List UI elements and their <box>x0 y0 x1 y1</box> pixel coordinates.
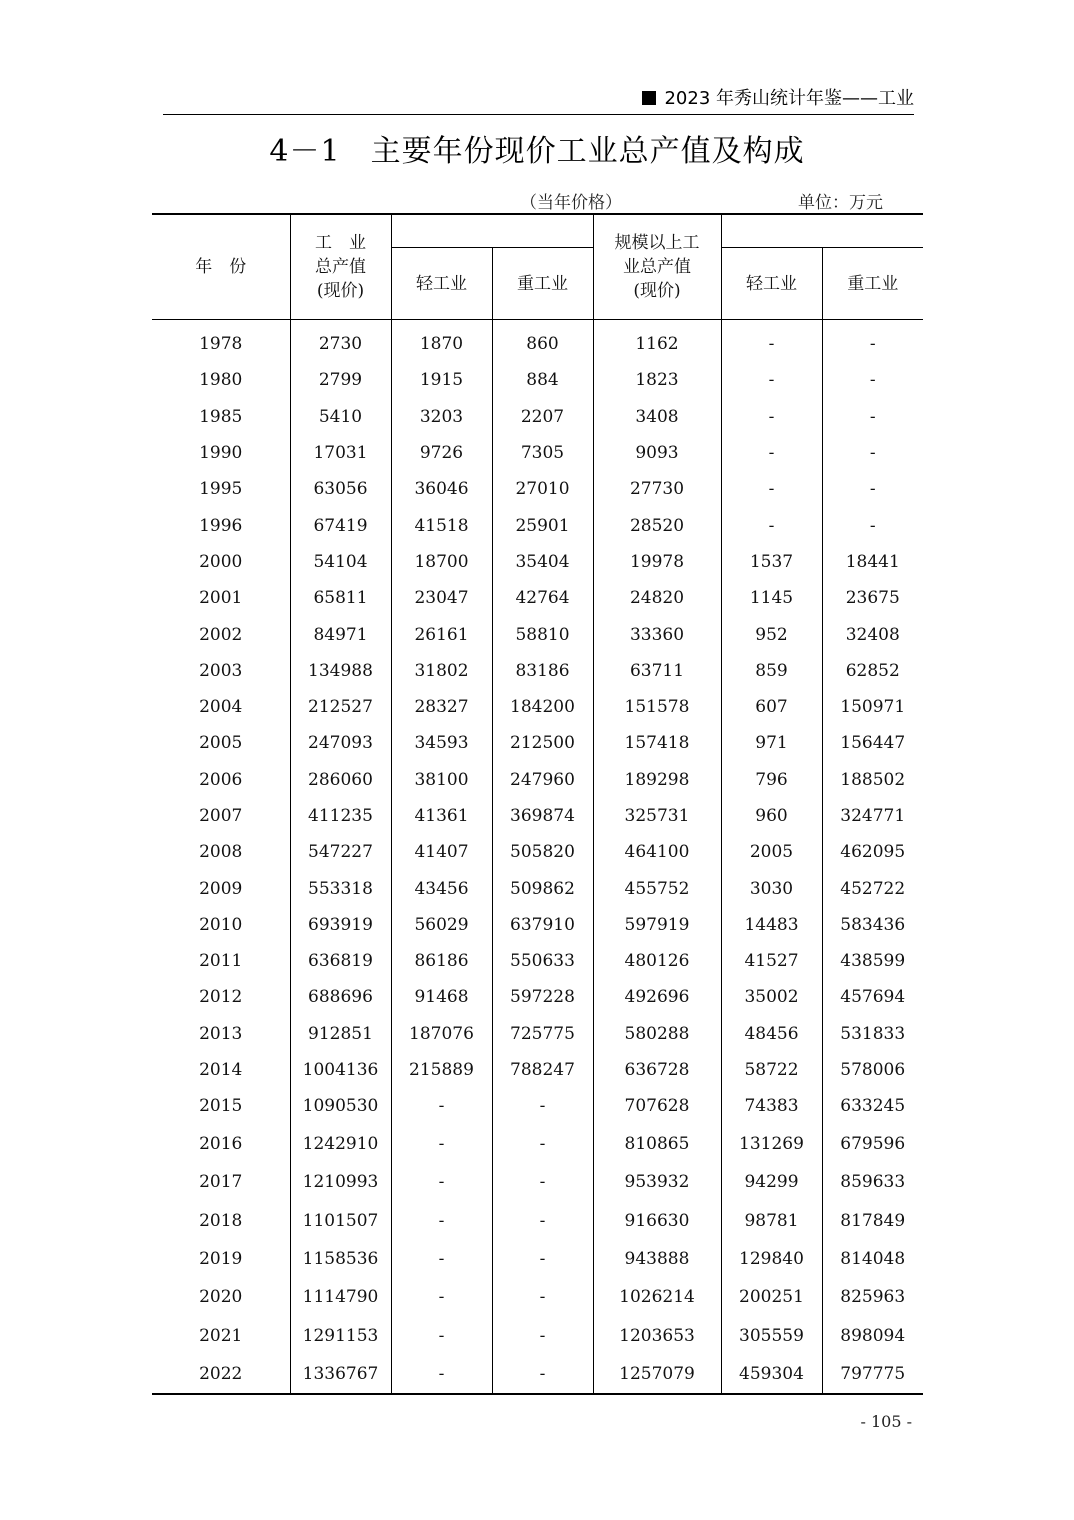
value-cell: - <box>391 1355 492 1394</box>
value-cell: 41527 <box>721 943 822 979</box>
value-cell: 960 <box>721 798 822 834</box>
value-cell: 464100 <box>593 834 721 870</box>
value-cell: - <box>822 399 923 435</box>
table-row <box>152 1052 923 1088</box>
year-cell: 1995 <box>199 479 243 500</box>
value-cell: 597228 <box>492 979 593 1015</box>
value-cell: 688696 <box>290 979 391 1015</box>
value-cell: 1210993 <box>290 1163 391 1201</box>
price-note: （当年价格） <box>520 193 622 213</box>
value-cell: 19978 <box>593 544 721 580</box>
col-header-year <box>152 214 290 320</box>
year-cell: 2004 <box>199 697 243 718</box>
industrial-output-table <box>152 213 923 1395</box>
value-cell: 65811 <box>290 580 391 616</box>
year-cell: 1996 <box>199 515 243 536</box>
value-cell: 48456 <box>721 1016 822 1052</box>
year-cell: 2020 <box>199 1287 243 1308</box>
value-cell: 693919 <box>290 907 391 943</box>
value-cell: - <box>391 1240 492 1278</box>
value-cell: - <box>391 1316 492 1354</box>
value-cell: 2730 <box>290 320 391 363</box>
value-cell: 184200 <box>492 689 593 725</box>
table-row <box>152 580 923 616</box>
value-cell: 531833 <box>822 1016 923 1052</box>
value-cell: 1823 <box>593 362 721 398</box>
value-cell: 637910 <box>492 907 593 943</box>
value-cell: 9726 <box>391 435 492 471</box>
year-cell: 2006 <box>199 769 243 790</box>
value-cell: 1537 <box>721 544 822 580</box>
value-cell: - <box>391 1163 492 1201</box>
value-cell: 859 <box>721 653 822 689</box>
value-cell: 286060 <box>290 762 391 798</box>
value-cell: 38100 <box>391 762 492 798</box>
value-cell: 859633 <box>822 1163 923 1201</box>
year-cell: 2018 <box>199 1210 243 1231</box>
year-cell: 2001 <box>199 588 243 609</box>
value-cell: - <box>391 1201 492 1239</box>
value-cell: - <box>721 435 822 471</box>
table-row <box>152 653 923 689</box>
value-cell: 452722 <box>822 870 923 906</box>
value-cell: 5410 <box>290 399 391 435</box>
value-cell: 62852 <box>822 653 923 689</box>
value-cell: - <box>721 320 822 363</box>
year-cell: 2012 <box>199 987 243 1008</box>
table-row <box>152 1240 923 1278</box>
value-cell: 788247 <box>492 1052 593 1088</box>
table-row <box>152 1163 923 1201</box>
value-cell: 41361 <box>391 798 492 834</box>
table-row <box>152 870 923 906</box>
value-cell: 553318 <box>290 870 391 906</box>
value-cell: 825963 <box>822 1278 923 1316</box>
table-row <box>152 1316 923 1354</box>
col-header-above-light: 轻工业 <box>721 248 822 320</box>
value-cell: 3408 <box>593 399 721 435</box>
running-title <box>642 86 914 112</box>
value-cell: 17031 <box>290 435 391 471</box>
value-cell: - <box>721 471 822 507</box>
col-group-spacer-2 <box>721 214 923 248</box>
table-row <box>152 471 923 507</box>
table-row <box>152 616 923 652</box>
year-cell: 2021 <box>199 1325 243 1346</box>
value-cell: 42764 <box>492 580 593 616</box>
value-cell: 41518 <box>391 507 492 543</box>
value-cell: 509862 <box>492 870 593 906</box>
value-cell: 597919 <box>593 907 721 943</box>
table-row <box>152 979 923 1015</box>
value-cell: 74383 <box>721 1088 822 1124</box>
value-cell: 1203653 <box>593 1316 721 1354</box>
value-cell: - <box>721 399 822 435</box>
value-cell: 480126 <box>593 943 721 979</box>
value-cell: 94299 <box>721 1163 822 1201</box>
value-cell: 1114790 <box>290 1278 391 1316</box>
value-cell: 200251 <box>721 1278 822 1316</box>
table-body <box>152 320 923 1395</box>
value-cell: 212527 <box>290 689 391 725</box>
col-header-total-line3: (现价) <box>316 281 365 301</box>
value-cell: 63711 <box>593 653 721 689</box>
value-cell: - <box>492 1240 593 1278</box>
value-cell: 56029 <box>391 907 492 943</box>
value-cell: 28327 <box>391 689 492 725</box>
table-row <box>152 834 923 870</box>
year-cell: 2007 <box>199 806 243 826</box>
value-cell: 151578 <box>593 689 721 725</box>
value-cell: 578006 <box>822 1052 923 1088</box>
value-cell: - <box>492 1316 593 1354</box>
value-cell: 98781 <box>721 1201 822 1239</box>
table-row <box>152 1201 923 1239</box>
value-cell: 25901 <box>492 507 593 543</box>
value-cell: 27730 <box>593 471 721 507</box>
value-cell: 1158536 <box>290 1240 391 1278</box>
value-cell: - <box>822 471 923 507</box>
table-row <box>152 798 923 834</box>
value-cell: 156447 <box>822 725 923 761</box>
value-cell: 41407 <box>391 834 492 870</box>
value-cell: - <box>492 1088 593 1124</box>
value-cell: - <box>721 507 822 543</box>
year-cell: 2022 <box>199 1364 243 1385</box>
value-cell: 547227 <box>290 834 391 870</box>
year-cell: 2008 <box>199 842 243 863</box>
value-cell: 884 <box>492 362 593 398</box>
running-title-text: 2023 年秀山统计年鉴——工业 <box>664 88 914 109</box>
year-cell: 2010 <box>199 914 243 935</box>
year-cell: 2011 <box>199 951 243 972</box>
value-cell: 324771 <box>822 798 923 834</box>
table-header <box>152 214 923 320</box>
value-cell: 810865 <box>593 1125 721 1163</box>
table-row <box>152 762 923 798</box>
year-cell: 2009 <box>199 878 243 899</box>
value-cell: 492696 <box>593 979 721 1015</box>
value-cell: 898094 <box>822 1316 923 1354</box>
table-row <box>152 907 923 943</box>
table-title <box>0 126 1074 170</box>
value-cell: 247960 <box>492 762 593 798</box>
value-cell: 817849 <box>822 1201 923 1239</box>
value-cell: 215889 <box>391 1052 492 1088</box>
value-cell: 43456 <box>391 870 492 906</box>
table-row <box>152 1278 923 1316</box>
value-cell: - <box>492 1201 593 1239</box>
year-cell: 2003 <box>199 660 243 681</box>
value-cell: - <box>391 1088 492 1124</box>
value-cell: 462095 <box>822 834 923 870</box>
value-cell: 131269 <box>721 1125 822 1163</box>
value-cell: 18700 <box>391 544 492 580</box>
table-row <box>152 435 923 471</box>
value-cell: - <box>492 1163 593 1201</box>
col-header-light: 轻工业 <box>391 248 492 320</box>
value-cell: 1101507 <box>290 1201 391 1239</box>
value-cell: - <box>391 1125 492 1163</box>
value-cell: 1291153 <box>290 1316 391 1354</box>
value-cell: 2005 <box>721 834 822 870</box>
year-cell: 1980 <box>199 370 243 391</box>
value-cell: 32408 <box>822 616 923 652</box>
table-title-text: 主要年份现价工业总产值及构成 <box>370 134 805 169</box>
value-cell: 188502 <box>822 762 923 798</box>
value-cell: 14483 <box>721 907 822 943</box>
value-cell: 797775 <box>822 1355 923 1394</box>
value-cell: - <box>721 362 822 398</box>
value-cell: 189298 <box>593 762 721 798</box>
value-cell: 34593 <box>391 725 492 761</box>
value-cell: 18441 <box>822 544 923 580</box>
value-cell: 2207 <box>492 399 593 435</box>
value-cell: 27010 <box>492 471 593 507</box>
value-cell: - <box>492 1355 593 1394</box>
value-cell: 459304 <box>721 1355 822 1394</box>
value-cell: 35404 <box>492 544 593 580</box>
value-cell: 707628 <box>593 1088 721 1124</box>
value-cell: 84971 <box>290 616 391 652</box>
value-cell: 33360 <box>593 616 721 652</box>
value-cell: 583436 <box>822 907 923 943</box>
value-cell: 1257079 <box>593 1355 721 1394</box>
value-cell: 9093 <box>593 435 721 471</box>
value-cell: 411235 <box>290 798 391 834</box>
value-cell: 952 <box>721 616 822 652</box>
table-row <box>152 544 923 580</box>
value-cell: 1145 <box>721 580 822 616</box>
value-cell: 134988 <box>290 653 391 689</box>
table-row <box>152 1125 923 1163</box>
table-row <box>152 507 923 543</box>
col-header-above-heavy: 重工业 <box>822 248 923 320</box>
year-cell: 2000 <box>199 551 243 572</box>
year-cell: 1978 <box>199 334 243 355</box>
value-cell: 3030 <box>721 870 822 906</box>
table-number: 4－1 <box>269 134 341 169</box>
value-cell: 1336767 <box>290 1355 391 1394</box>
table-row <box>152 1355 923 1394</box>
table-row <box>152 1088 923 1124</box>
value-cell: 438599 <box>822 943 923 979</box>
value-cell: - <box>492 1125 593 1163</box>
value-cell: 1004136 <box>290 1052 391 1088</box>
year-cell: 2014 <box>199 1060 243 1081</box>
value-cell: 86186 <box>391 943 492 979</box>
value-cell: 63056 <box>290 471 391 507</box>
table-row <box>152 320 923 363</box>
value-cell: 1090530 <box>290 1088 391 1124</box>
value-cell: 1162 <box>593 320 721 363</box>
value-cell: 550633 <box>492 943 593 979</box>
value-cell: - <box>391 1278 492 1316</box>
value-cell: 24820 <box>593 580 721 616</box>
value-cell: 247093 <box>290 725 391 761</box>
value-cell: 91468 <box>391 979 492 1015</box>
value-cell: 679596 <box>822 1125 923 1163</box>
value-cell: 457694 <box>822 979 923 1015</box>
value-cell: 1915 <box>391 362 492 398</box>
value-cell: 58810 <box>492 616 593 652</box>
value-cell: 3203 <box>391 399 492 435</box>
value-cell: 636819 <box>290 943 391 979</box>
value-cell: 2799 <box>290 362 391 398</box>
year-cell: 2017 <box>199 1172 243 1193</box>
value-cell: 35002 <box>721 979 822 1015</box>
value-cell: 150971 <box>822 689 923 725</box>
year-cell: 2002 <box>199 624 243 645</box>
value-cell: 814048 <box>822 1240 923 1278</box>
value-cell: 580288 <box>593 1016 721 1052</box>
value-cell: 860 <box>492 320 593 363</box>
value-cell: - <box>822 435 923 471</box>
value-cell: 725775 <box>492 1016 593 1052</box>
value-cell: 1242910 <box>290 1125 391 1163</box>
year-cell: 2019 <box>199 1248 243 1269</box>
value-cell: 1870 <box>391 320 492 363</box>
value-cell: 455752 <box>593 870 721 906</box>
value-cell: 23047 <box>391 580 492 616</box>
value-cell: 212500 <box>492 725 593 761</box>
value-cell: 26161 <box>391 616 492 652</box>
table-row <box>152 725 923 761</box>
value-cell: 23675 <box>822 580 923 616</box>
col-header-total <box>290 214 391 320</box>
value-cell: 607 <box>721 689 822 725</box>
value-cell: 971 <box>721 725 822 761</box>
col-header-total-line2: 总产值 <box>315 257 366 277</box>
col-group-spacer <box>391 214 593 248</box>
table-row <box>152 943 923 979</box>
value-cell: 31802 <box>391 653 492 689</box>
unit-note: 单位：万元 <box>798 193 883 213</box>
value-cell: 54104 <box>290 544 391 580</box>
table-row <box>152 362 923 398</box>
value-cell: - <box>822 320 923 363</box>
value-cell: 916630 <box>593 1201 721 1239</box>
value-cell: 633245 <box>822 1088 923 1124</box>
year-cell: 2013 <box>199 1023 243 1044</box>
value-cell: 325731 <box>593 798 721 834</box>
value-cell: 943888 <box>593 1240 721 1278</box>
value-cell: 796 <box>721 762 822 798</box>
value-cell: 505820 <box>492 834 593 870</box>
col-header-total-line1: 工 业 <box>315 233 366 253</box>
page-number: - 105 - <box>860 1412 912 1431</box>
year-cell: 2015 <box>199 1096 243 1117</box>
value-cell: 36046 <box>391 471 492 507</box>
value-cell: - <box>822 362 923 398</box>
value-cell: 1026214 <box>593 1278 721 1316</box>
col-header-heavy: 重工业 <box>492 248 593 320</box>
value-cell: 28520 <box>593 507 721 543</box>
value-cell: 953932 <box>593 1163 721 1201</box>
value-cell: 58722 <box>721 1052 822 1088</box>
value-cell: 129840 <box>721 1240 822 1278</box>
value-cell: - <box>822 507 923 543</box>
col-header-above-scale <box>593 214 721 320</box>
value-cell: 67419 <box>290 507 391 543</box>
col-header-above-line2: 业总产值 <box>623 257 691 277</box>
value-cell: 369874 <box>492 798 593 834</box>
col-header-year-label: 年 份 <box>195 257 247 277</box>
value-cell: 83186 <box>492 653 593 689</box>
year-cell: 2005 <box>199 733 243 754</box>
year-cell: 1985 <box>199 406 243 427</box>
table-row <box>152 689 923 725</box>
table-row <box>152 399 923 435</box>
table-row <box>152 1016 923 1052</box>
value-cell: 636728 <box>593 1052 721 1088</box>
col-header-above-line3: (现价) <box>633 281 681 301</box>
value-cell: 7305 <box>492 435 593 471</box>
year-cell: 2016 <box>199 1133 243 1154</box>
value-cell: 157418 <box>593 725 721 761</box>
value-cell: 187076 <box>391 1016 492 1052</box>
running-header <box>163 86 914 115</box>
col-header-above-line1: 规模以上工 <box>614 233 700 253</box>
value-cell: 912851 <box>290 1016 391 1052</box>
value-cell: - <box>492 1278 593 1316</box>
year-cell: 1990 <box>199 443 243 464</box>
value-cell: 305559 <box>721 1316 822 1354</box>
black-square-icon <box>642 91 656 105</box>
